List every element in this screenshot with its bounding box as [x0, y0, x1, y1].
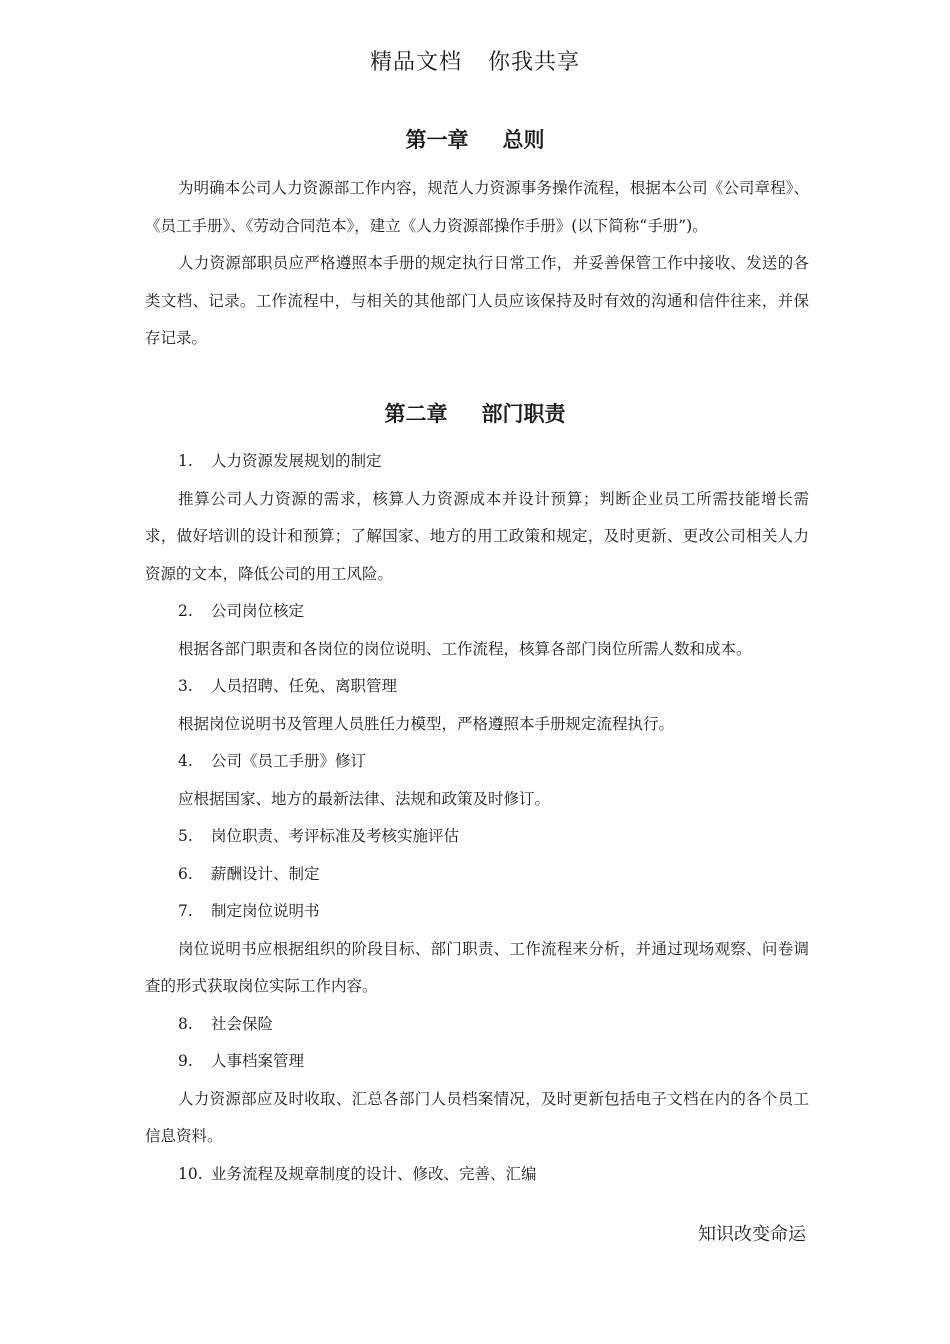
list-item-number: 2. [178, 602, 193, 620]
chapter-2-number: 第二章 [384, 402, 448, 426]
chapter-1-number: 第一章 [405, 128, 469, 152]
list-item-description: 推算公司人力资源的需求，核算人力资源成本并设计预算；判断企业员工所需技能增长需求，做好培训的设计和预算；了解国家、地方的用工政策和规定，及时更新、更改公司相关人力资源的文本，降低公司的用工风险。 [145, 489, 809, 583]
list-item [145, 856, 809, 894]
list-item-number: 7. [178, 902, 193, 920]
list-item-title: 公司《员工手册》修订 [211, 752, 367, 770]
chapter-1-paragraph: 人力资源部职员应严格遵照本手册的规定执行日常工作，并妥善保管工作中接收、发送的各类文档、记录。工作流程中，与相关的其他部门人员应该保持及时有效的沟通和信件往来，并保存记录。 [145, 254, 809, 347]
list-item [145, 893, 809, 931]
list-item-number: 6. [178, 864, 193, 883]
list-item-number: 9. [178, 1052, 193, 1070]
list-item [145, 1006, 809, 1044]
page-footer: 知识改变命运 [698, 1224, 806, 1245]
chapter-1-title [0, 125, 950, 155]
list-item [145, 443, 809, 481]
list-item-title: 社会保险 [211, 1014, 274, 1033]
list-item-title: 岗位职责、考评标准及考核实施评估 [211, 827, 460, 845]
list-item [145, 668, 809, 706]
list-item-number: 10. [178, 1164, 203, 1183]
list-item-title: 公司岗位核定 [211, 602, 305, 620]
list-item-description: 根据各部门职责和各岗位的岗位说明、工作流程，核算各部门岗位所需人数和成本。 [178, 639, 752, 658]
list-item-number: 8. [178, 1014, 193, 1033]
list-item-title: 业务流程及规章制度的设计、修改、完善、汇编 [211, 1164, 537, 1183]
list-item-number: 1. [178, 452, 193, 470]
list-item [145, 743, 809, 781]
list-item-number: 5. [178, 827, 193, 845]
list-item-number: 4. [178, 752, 193, 770]
list-item-title: 人事档案管理 [211, 1052, 305, 1070]
list-item-title: 薪酬设计、制定 [211, 864, 320, 883]
header-right-text: 你我共享 [488, 50, 581, 75]
list-item [145, 1043, 809, 1081]
list-item-number: 3. [178, 677, 193, 695]
list-item-description: 根据岗位说明书及管理人员胜任力模型，严格遵照本手册规定流程执行。 [178, 714, 675, 733]
list-item-description: 应根据国家、地方的最新法律、法规和政策及时修订。 [178, 789, 551, 808]
chapter-1-paragraph: 为明确本公司人力资源部工作内容，规范人力资源事务操作流程，根据本公司《公司章程》、《员工手册》、《劳动合同范本》，建立《人力资源部操作手册》(以下简称“手册”)。 [145, 179, 809, 235]
list-item [145, 593, 809, 631]
chapter-1-body [145, 170, 809, 358]
list-item-description: 人力资源部应及时收取、汇总各部门人员档案情况，及时更新包括电子文档在内的各个员工信息资料。 [145, 1089, 809, 1145]
chapter-2-name: 部门职责 [481, 402, 566, 426]
chapter-2-title [0, 399, 950, 429]
list-item [145, 818, 809, 856]
list-item-title: 人力资源发展规划的制定 [211, 452, 382, 470]
list-item [145, 1156, 809, 1194]
header-left-text: 精品文档 [369, 50, 462, 75]
page-header [0, 46, 950, 80]
chapter-1-name: 总则 [502, 128, 545, 152]
list-item-title: 制定岗位说明书 [211, 902, 320, 920]
chapter-2-body [145, 443, 809, 1193]
list-item-title: 人员招聘、任免、离职管理 [211, 677, 398, 695]
list-item-description: 岗位说明书应根据组织的阶段目标、部门职责、工作流程来分析，并通过现场观察、问卷调查的形式获取岗位实际工作内容。 [145, 939, 809, 995]
